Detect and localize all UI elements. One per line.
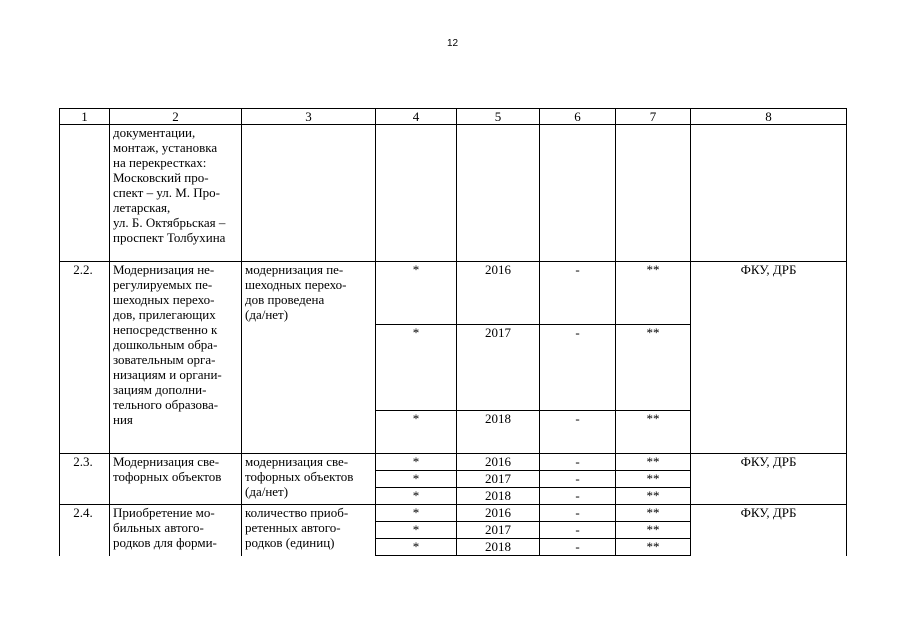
col6-value: - <box>540 505 616 522</box>
header-col-5: 5 <box>457 109 540 125</box>
cont-col-1 <box>60 125 110 262</box>
measure-line: Модернизация све- <box>113 454 220 469</box>
page-number: 12 <box>446 38 459 49</box>
indicator-line: ретенных автого- <box>245 520 341 535</box>
col7-value: ** <box>616 471 691 488</box>
table-header-row <box>60 109 847 125</box>
indicator-line: тофорных объектов <box>245 469 354 484</box>
col4-value: * <box>376 471 457 488</box>
col7-value: ** <box>616 505 691 522</box>
col6-value: - <box>540 325 616 411</box>
col4-value: * <box>376 505 457 522</box>
measure-line: шеходных перехо- <box>113 292 215 307</box>
col7-value: ** <box>616 454 691 471</box>
cont-line: летарская, <box>113 200 171 215</box>
col6-value: - <box>540 454 616 471</box>
cont-col-3 <box>242 125 376 262</box>
indicator-line: шеходных перехо- <box>245 277 347 292</box>
year-value: 2016 <box>457 454 540 471</box>
measure-line: родков для форми- <box>113 535 217 550</box>
indicator-name <box>242 505 376 556</box>
col7-value: ** <box>616 262 691 325</box>
header-col-6: 6 <box>540 109 616 125</box>
year-value: 2018 <box>457 539 540 556</box>
col7-value: ** <box>616 325 691 411</box>
header-col-3: 3 <box>242 109 376 125</box>
row-number: 2.4. <box>60 505 110 556</box>
cont-line: проспект Толбухина <box>113 230 226 245</box>
year-value: 2018 <box>457 411 540 454</box>
col4-value: * <box>376 539 457 556</box>
indicator-name <box>242 262 376 454</box>
header-col-1: 1 <box>60 109 110 125</box>
header-col-7: 7 <box>616 109 691 125</box>
header-col-2: 2 <box>110 109 242 125</box>
cont-line: Московский про- <box>113 170 209 185</box>
measure-line: ния <box>113 412 133 427</box>
cont-col-7 <box>616 125 691 262</box>
col4-value: * <box>376 325 457 411</box>
col6-value: - <box>540 539 616 556</box>
header-col-8: 8 <box>691 109 847 125</box>
measure-line: низациям и органи- <box>113 367 222 382</box>
indicator-line: модернизация пе- <box>245 262 344 277</box>
table-row-2-2-year-1 <box>60 262 847 325</box>
row-number: 2.3. <box>60 454 110 505</box>
table-row-2-4-year-1 <box>60 505 847 522</box>
measure-line: бильных автого- <box>113 520 204 535</box>
col7-value: ** <box>616 488 691 505</box>
executor: ФКУ, ДРБ <box>691 262 847 454</box>
indicator-name <box>242 454 376 505</box>
indicator-line: родков (единиц) <box>245 535 335 550</box>
indicator-line: (да/нет) <box>245 307 289 322</box>
year-value: 2017 <box>457 325 540 411</box>
indicator-line: модернизация све- <box>245 454 349 469</box>
col7-value: ** <box>616 539 691 556</box>
col6-value: - <box>540 522 616 539</box>
col7-value: ** <box>616 411 691 454</box>
cont-line: документации, <box>113 125 196 140</box>
table-row-continuation <box>60 125 847 262</box>
measure-name <box>110 505 242 556</box>
indicator-line: дов проведена <box>245 292 325 307</box>
col4-value: * <box>376 488 457 505</box>
cont-col-4 <box>376 125 457 262</box>
col6-value: - <box>540 488 616 505</box>
cont-col-2 <box>110 125 242 262</box>
measure-name <box>110 454 242 505</box>
year-value: 2016 <box>457 505 540 522</box>
header-col-4: 4 <box>376 109 457 125</box>
cont-col-5 <box>457 125 540 262</box>
measure-line: тофорных объектов <box>113 469 222 484</box>
year-value: 2018 <box>457 488 540 505</box>
executor: ФКУ, ДРБ <box>691 454 847 505</box>
measure-line: дов, прилегающих <box>113 307 216 322</box>
executor: ФКУ, ДРБ <box>691 505 847 556</box>
program-table <box>59 108 847 556</box>
col7-value: ** <box>616 522 691 539</box>
measure-line: регулируемых пе- <box>113 277 213 292</box>
col4-value: * <box>376 411 457 454</box>
year-value: 2017 <box>457 471 540 488</box>
cont-line: на перекрестках: <box>113 155 207 170</box>
cont-line: спект – ул. М. Про- <box>113 185 221 200</box>
col4-value: * <box>376 454 457 471</box>
col6-value: - <box>540 411 616 454</box>
measure-line: дошкольным обра- <box>113 337 218 352</box>
col4-value: * <box>376 262 457 325</box>
year-value: 2017 <box>457 522 540 539</box>
indicator-line: количество приоб- <box>245 505 349 520</box>
cont-line: монтаж, установка <box>113 140 218 155</box>
measure-line: зациям дополни- <box>113 382 207 397</box>
year-value: 2016 <box>457 262 540 325</box>
indicator-line: (да/нет) <box>245 484 289 499</box>
row-number: 2.2. <box>60 262 110 454</box>
col6-value: - <box>540 262 616 325</box>
table-row-2-3-year-1 <box>60 454 847 471</box>
col6-value: - <box>540 471 616 488</box>
cont-line: ул. Б. Октябрьская – <box>113 215 226 230</box>
measure-line: непосредственно к <box>113 322 218 337</box>
col4-value: * <box>376 522 457 539</box>
measure-name <box>110 262 242 454</box>
measure-line: Модернизация не- <box>113 262 215 277</box>
cont-col-6 <box>540 125 616 262</box>
measure-line: Приобретение мо- <box>113 505 215 520</box>
measure-line: тельного образова- <box>113 397 219 412</box>
measure-line: зовательным орга- <box>113 352 216 367</box>
cont-col-8 <box>691 125 847 262</box>
